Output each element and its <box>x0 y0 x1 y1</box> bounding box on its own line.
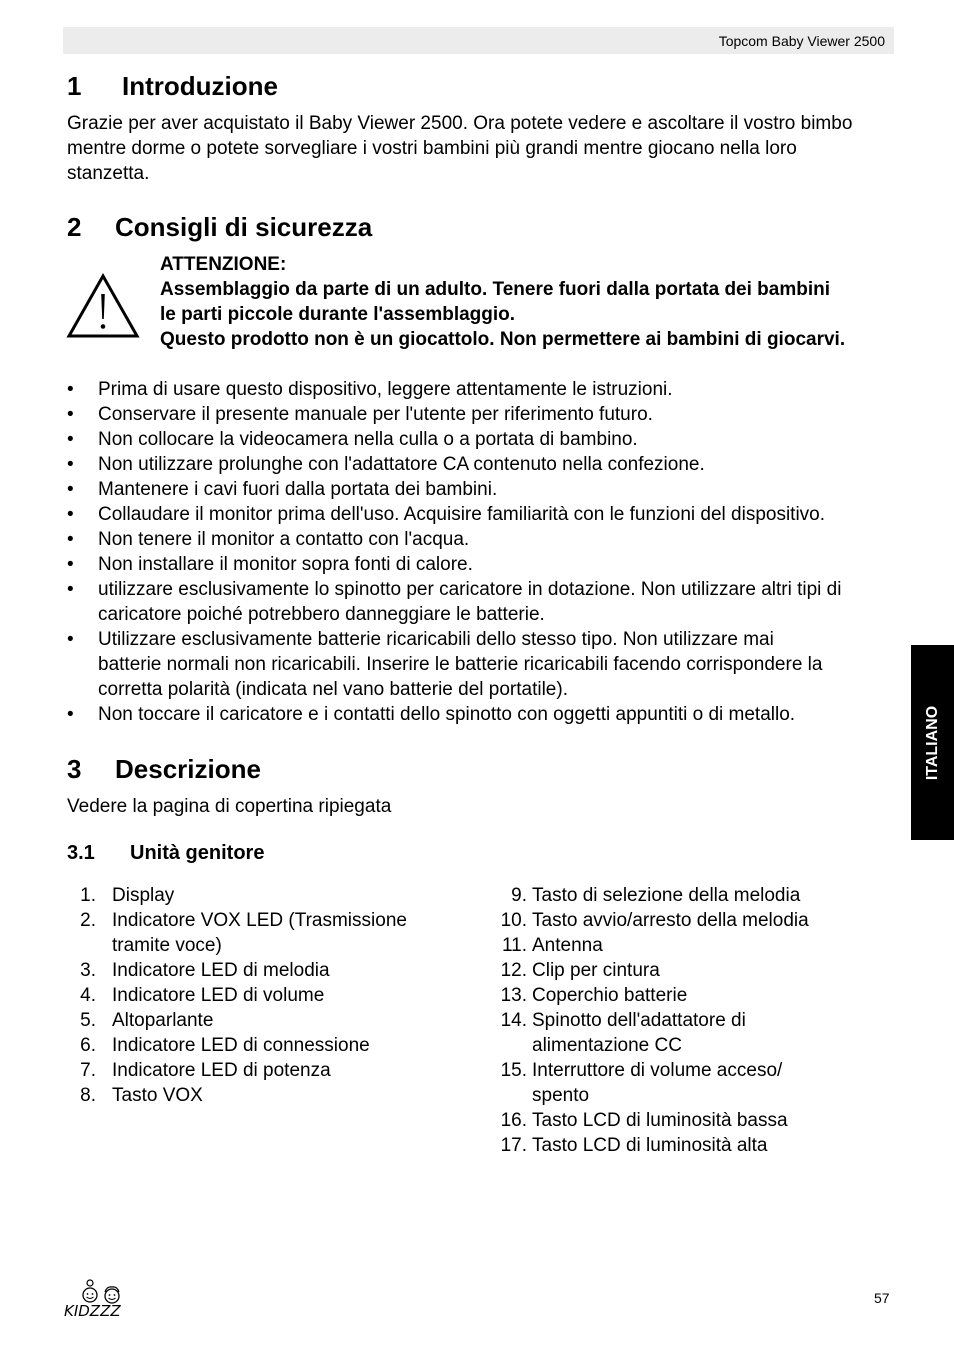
part-number: 10. <box>500 910 527 931</box>
part-number: 4. <box>80 985 96 1006</box>
part-number: 6. <box>80 1035 96 1056</box>
safety-bullet-item <box>67 452 897 477</box>
section-1-title: Introduzione <box>122 71 278 101</box>
page-number: 57 <box>874 1290 890 1306</box>
warning-line: Questo prodotto non è un giocattolo. Non permettere ai bambini di giocarvi. <box>160 329 846 350</box>
part-text-line: Tasto LCD di luminosità bassa <box>532 1110 788 1131</box>
bullet-dot: • <box>67 404 74 425</box>
part-list-item <box>67 1083 467 1108</box>
part-list-item <box>495 983 875 1008</box>
part-number: 3. <box>80 960 96 981</box>
bullet-dot: • <box>67 704 74 725</box>
safety-bullet-item <box>67 477 897 502</box>
part-list-item <box>67 1058 467 1083</box>
part-text-line: Coperchio batterie <box>532 985 688 1006</box>
part-text-line: Indicatore LED di connessione <box>112 1035 370 1056</box>
part-number: 7. <box>80 1060 96 1081</box>
part-text-line: Interruttore di volume acceso/ <box>532 1060 783 1081</box>
paragraph-line: stanzetta. <box>67 163 150 184</box>
part-number: 14. <box>500 1010 527 1031</box>
paragraph-line: Grazie per aver acquistato il Baby Viewer 2500. Ora potete vedere e ascoltare il vostro bimbo <box>67 113 853 134</box>
section-1-paragraph <box>67 111 852 186</box>
section-2-number: 2 <box>67 212 82 242</box>
part-text-line: Antenna <box>532 935 603 956</box>
bullet-dot: • <box>67 429 74 450</box>
bullet-dot: • <box>67 554 74 575</box>
part-number: 16. <box>500 1110 527 1131</box>
bullet-text-line: utilizzare esclusivamente lo spinotto per caricatore in dotazione. Non utilizzare altri tipi di <box>98 579 842 600</box>
bullet-text-line: Non installare il monitor sopra fonti di calore. <box>98 554 473 575</box>
part-text-line: Spinotto dell'adattatore di <box>532 1010 746 1031</box>
logo-text: KIDZZZ <box>64 1302 121 1320</box>
part-list-item <box>495 1058 875 1108</box>
part-text-line: Tasto LCD di luminosità alta <box>532 1135 768 1156</box>
part-list-item <box>67 1008 467 1033</box>
side-tab-label: ITALIANO <box>923 705 941 780</box>
part-text-line: Display <box>112 885 175 906</box>
section-3-number: 3 <box>67 754 82 784</box>
section-1-heading <box>67 71 278 102</box>
parts-list-right <box>495 883 875 1158</box>
safety-bullet-item <box>67 627 897 702</box>
bullet-text-line: corretta polarità (indicata nel vano batterie del portatile). <box>98 679 568 700</box>
part-text-line: spento <box>532 1085 590 1106</box>
part-list-item <box>495 958 875 983</box>
safety-bullet-item <box>67 577 897 627</box>
part-list-item <box>67 983 467 1008</box>
header-title: Topcom Baby Viewer 2500 <box>718 33 885 49</box>
bullet-text-line: Prima di usare questo dispositivo, leggere attentamente le istruzioni. <box>98 379 673 400</box>
section-2-title: Consigli di sicurezza <box>115 212 373 242</box>
part-number: 2. <box>80 910 96 931</box>
section-3-paragraph: Vedere la pagina di copertina ripiegata <box>67 796 392 817</box>
part-list-item <box>495 933 875 958</box>
paragraph-line: mentre dorme o potete sorvegliare i vostri bambini più grandi mentre giocano nella loro <box>67 138 797 159</box>
bullet-text-line: Non utilizzare prolunghe con l'adattatore CA contenuto nella confezione. <box>98 454 705 475</box>
part-number: 11. <box>501 935 527 956</box>
parts-list-left <box>67 883 467 1108</box>
part-text-line: Tasto avvio/arresto della melodia <box>532 910 809 931</box>
bullet-text-line: batterie normali non ricaricabili. Inserire le batterie ricaricabili facendo corrispondere la <box>98 654 823 675</box>
part-number: 15. <box>500 1060 527 1081</box>
part-text-line: Tasto di selezione della melodia <box>532 885 801 906</box>
part-list-item <box>495 1008 875 1058</box>
bullet-dot: • <box>67 479 74 500</box>
part-text-line: Indicatore LED di melodia <box>112 960 330 981</box>
section-3-title: Descrizione <box>115 754 261 784</box>
bullet-text-line: Non tenere il monitor a contatto con l'acqua. <box>98 529 470 550</box>
part-list-item <box>495 908 875 933</box>
part-list-item <box>495 1133 875 1158</box>
safety-bullet-item <box>67 377 897 402</box>
bullet-text-line: Mantenere i cavi fuori dalla portata dei bambini. <box>98 479 498 500</box>
warning-label: ATTENZIONE: <box>160 254 287 275</box>
part-list-item <box>67 883 467 908</box>
warning-line: Assemblaggio da parte di un adulto. Tenere fuori dalla portata dei bambini <box>160 279 831 300</box>
subsection-number: 3.1 <box>67 842 95 864</box>
part-text-line: Indicatore VOX LED (Trasmissione <box>112 910 407 931</box>
bullet-text-line: Conservare il presente manuale per l'utente per riferimento futuro. <box>98 404 653 425</box>
part-list-item <box>67 908 467 958</box>
warning-line: le parti piccole durante l'assemblaggio. <box>160 304 516 325</box>
safety-bullet-item <box>67 402 897 427</box>
bullet-dot: • <box>67 529 74 550</box>
section-3-heading <box>67 754 261 785</box>
part-text-line: Clip per cintura <box>532 960 660 981</box>
part-text-line: tramite voce) <box>112 935 222 956</box>
part-text-line: Altoparlante <box>112 1010 214 1031</box>
part-number: 5. <box>80 1010 96 1031</box>
bullet-dot: • <box>67 579 74 600</box>
safety-bullet-item <box>67 552 897 577</box>
page-header <box>63 27 894 54</box>
safety-bullet-list <box>67 377 897 727</box>
part-number: 8. <box>80 1085 96 1106</box>
bullet-dot: • <box>67 504 74 525</box>
bullet-dot: • <box>67 629 74 650</box>
bullet-text-line: Non toccare il caricatore e i contatti dello spinotto con oggetti appuntiti o di metallo. <box>98 704 796 725</box>
safety-bullet-item <box>67 702 897 727</box>
part-text-line: Indicatore LED di potenza <box>112 1060 331 1081</box>
part-number: 1. <box>80 885 96 906</box>
part-list-item <box>67 958 467 983</box>
bullet-text-line: Non collocare la videocamera nella culla o a portata di bambino. <box>98 429 638 450</box>
safety-bullet-item <box>67 502 897 527</box>
bullet-text-line: caricatore poiché potrebbero danneggiare le batterie. <box>98 604 545 625</box>
safety-bullet-item <box>67 427 897 452</box>
subsection-3-1-heading <box>67 842 264 865</box>
language-side-tab <box>911 645 954 840</box>
part-text-line: Indicatore LED di volume <box>112 985 325 1006</box>
section-1-number: 1 <box>67 71 82 101</box>
part-number: 9. <box>511 885 527 906</box>
part-number: 12. <box>500 960 527 981</box>
part-list-item <box>495 1108 875 1133</box>
part-text-line: Tasto VOX <box>112 1085 203 1106</box>
part-number: 13. <box>500 985 527 1006</box>
bullet-dot: • <box>67 454 74 475</box>
part-number: 17. <box>500 1135 527 1156</box>
warning-block <box>160 252 920 352</box>
part-list-item <box>67 1033 467 1058</box>
part-text-line: alimentazione CC <box>532 1035 682 1056</box>
bullet-text-line: Collaudare il monitor prima dell'uso. Acquisire familiarità con le funzioni del dispositivo. <box>98 504 826 525</box>
section-2-heading <box>67 212 372 243</box>
bullet-text-line: Utilizzare esclusivamente batterie ricaricabili dello stesso tipo. Non utilizzare mai <box>98 629 774 650</box>
subsection-title: Unità genitore <box>130 842 265 864</box>
part-list-item <box>495 883 875 908</box>
warning-triangle-icon <box>66 272 140 340</box>
kidzzz-logo-icon <box>62 1278 138 1322</box>
bullet-dot: • <box>67 379 74 400</box>
safety-bullet-item <box>67 527 897 552</box>
